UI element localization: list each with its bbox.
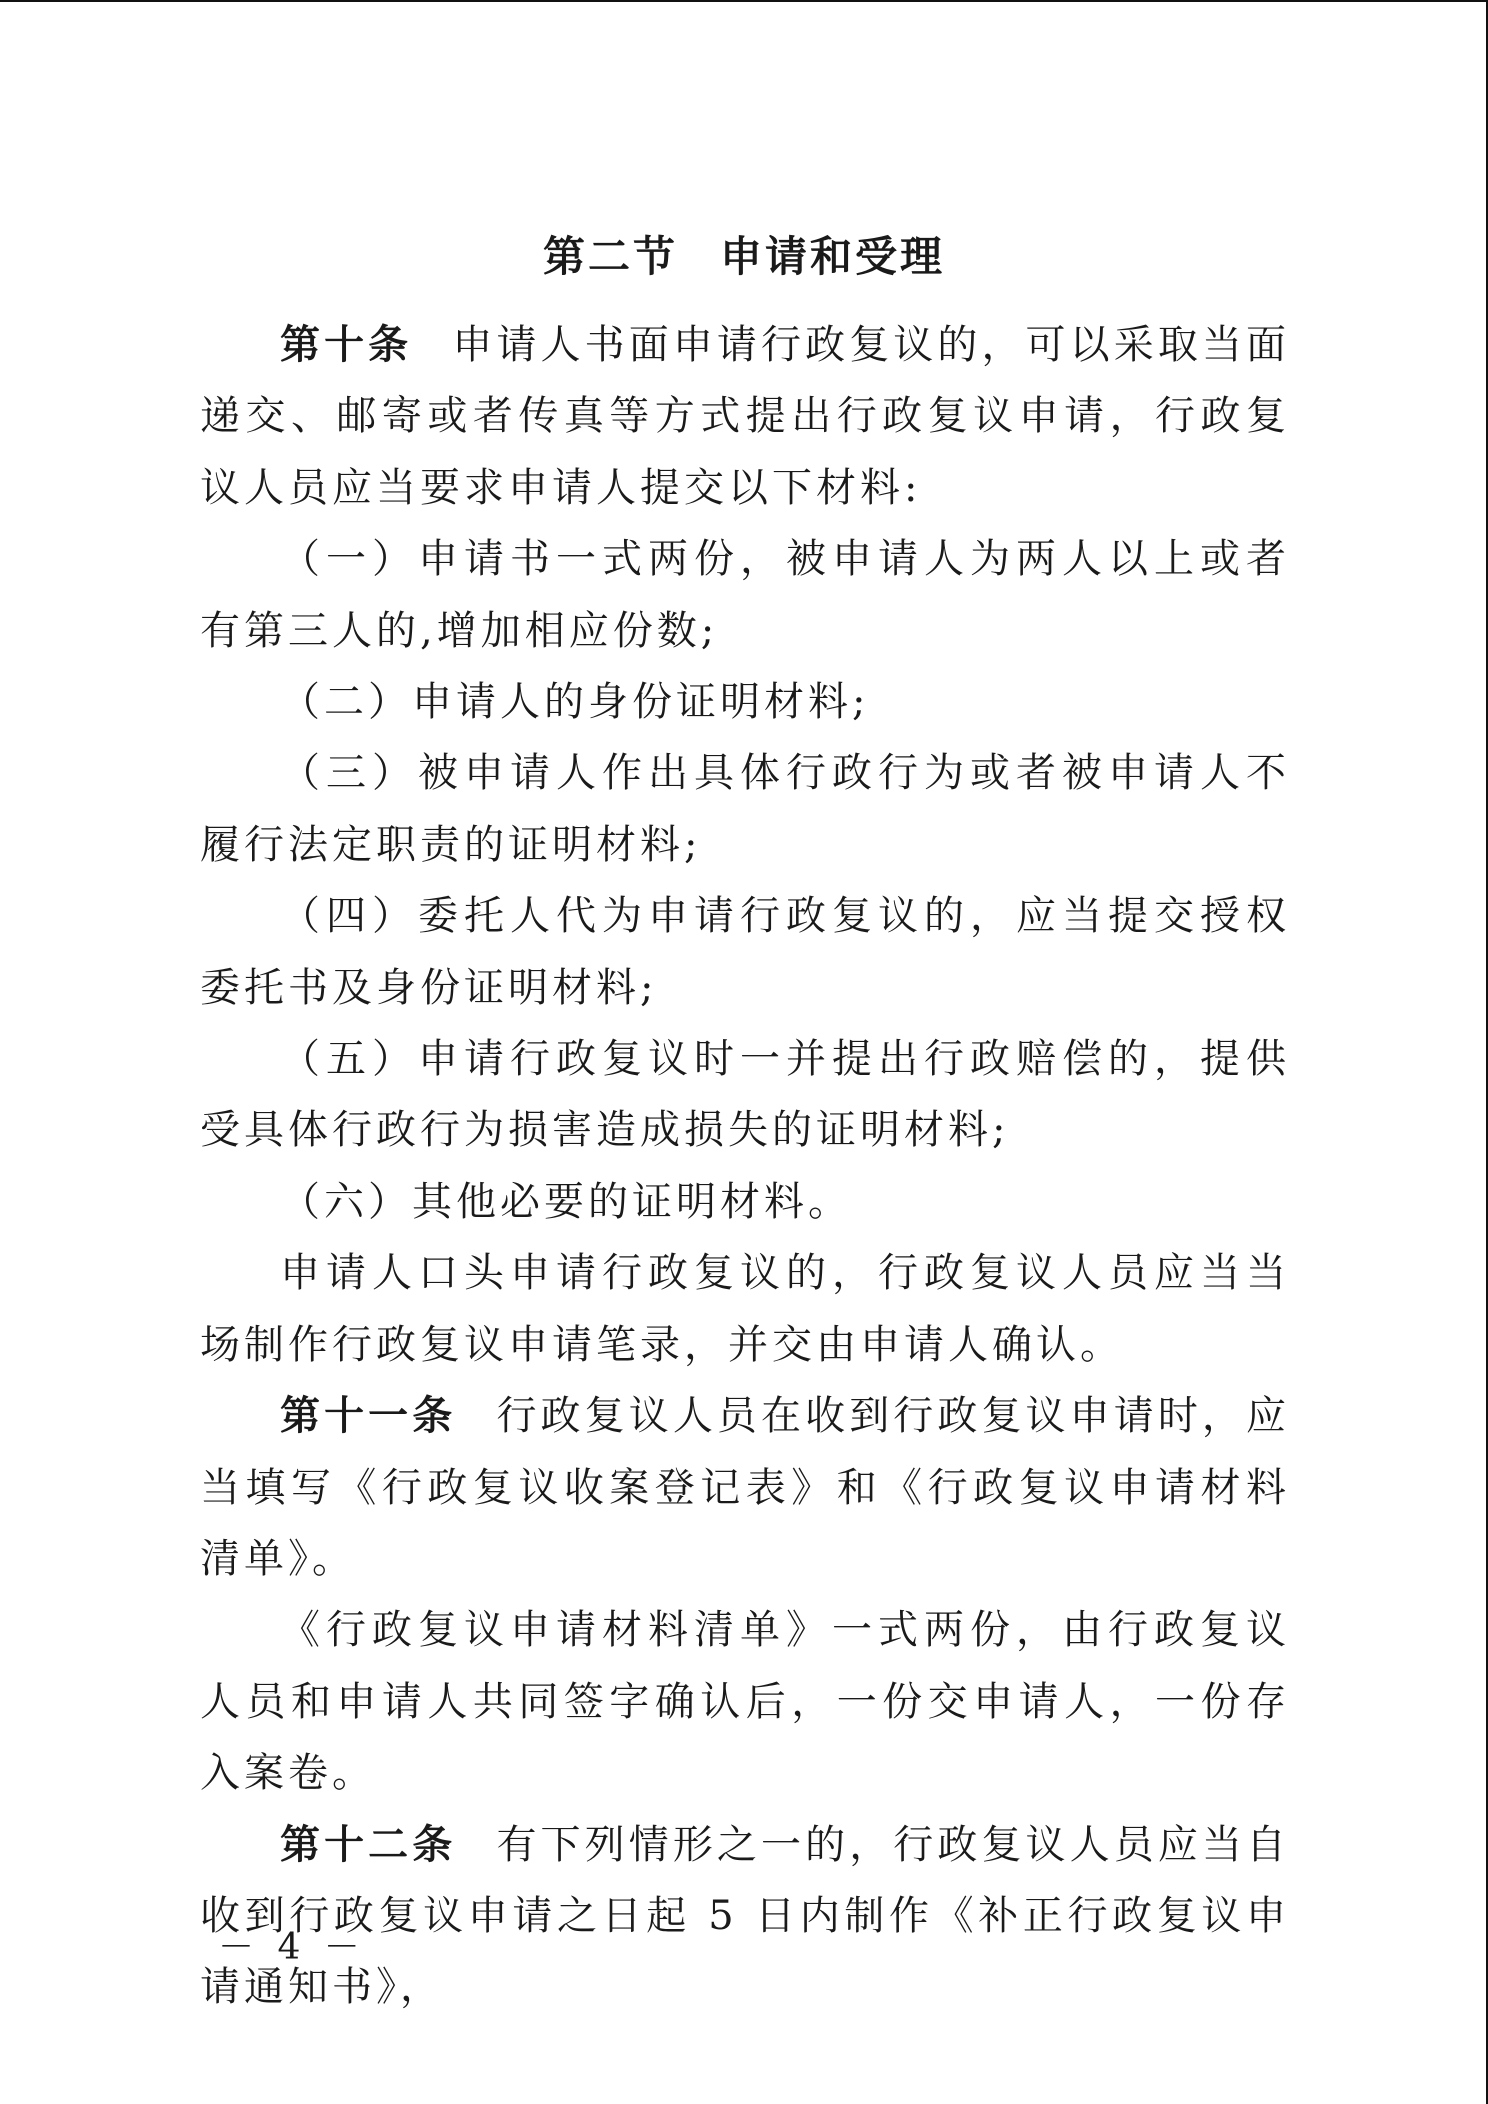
article-10-item-5: （五）申请行政复议时一并提出行政赔偿的，提供受具体行政行为损害造成损失的证明材料; <box>200 1036 1290 1154</box>
article-12-text: 有下列情形之一的，行政复议人员应当自收到行政复议申请之日起 5 日内制作《补正行政复议申请通知书》， <box>200 1821 1291 2011</box>
article-10-item-3: （三）被申请人作出具体行政行为或者被申请人不履行法定职责的证明材料; <box>200 750 1290 868</box>
document-body <box>200 310 1290 2024</box>
article-10-paragraph <box>200 310 1290 524</box>
article-11-paragraph-2: 《行政复议申请材料清单》一式两份，由行政复议人员和申请人共同签字确认后，一份交申请人，一份存入案卷。 <box>200 1607 1290 1797</box>
article-12-label: 第十二条 <box>280 1821 457 1868</box>
article-10-item-2: （二）申请人的身份证明材料; <box>280 679 870 726</box>
section-title <box>0 227 1488 287</box>
article-10-text: 申请人书面申请行政复议的，可以采取当面递交、邮寄或者传真等方式提出行政复议申请，行政复议人员应当要求申请人提交以下材料: <box>200 322 1291 511</box>
article-10-oral-paragraph: 申请人口头申请行政复议的，行政复议人员应当当场制作行政复议申请笔录，并交由申请人确认。 <box>200 1250 1290 1368</box>
article-10-label: 第十条 <box>280 322 413 368</box>
article-10-item-6: （六）其他必要的证明材料。 <box>280 1178 852 1225</box>
article-10-item-4: （四）委托人代为申请行政复议的，应当提交授权委托书及身份证明材料; <box>200 893 1290 1011</box>
article-11-paragraph <box>200 1381 1290 1595</box>
article-11-text: 行政复议人员在收到行政复议申请时，应当填写《行政复议收案登记表》和《行政复议申请材料清单》。 <box>200 1393 1291 1582</box>
article-12-paragraph <box>200 1810 1290 2024</box>
section-heading: 申请和受理 <box>720 232 946 281</box>
article-10-item-1: （一）申请书一式两份，被申请人为两人以上或者有第三人的,增加相应份数; <box>200 536 1290 654</box>
article-11-label: 第十一条 <box>280 1393 457 1440</box>
page-number: － 4 － <box>218 1927 366 1968</box>
section-number: 第二节 <box>542 232 678 281</box>
